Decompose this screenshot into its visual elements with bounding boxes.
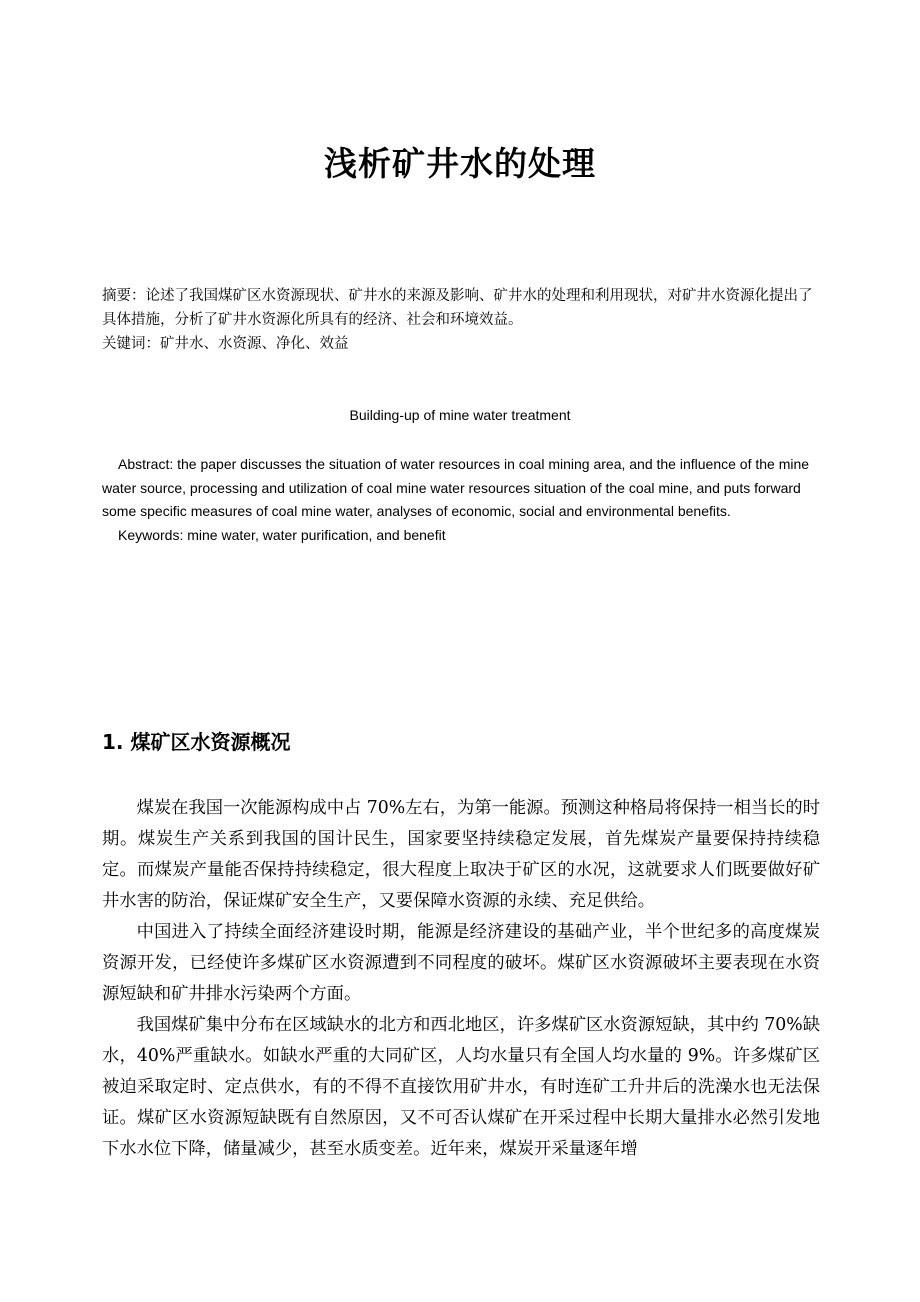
chinese-abstract-block bbox=[102, 284, 820, 356]
chinese-abstract-text: 摘要：论述了我国煤矿区水资源现状、矿井水的来源及影响、矿井水的处理和利用现状，对矿井水资源化提出了具体措施，分析了矿井水资源化所具有的经济、社会和环境效益。 bbox=[102, 288, 813, 328]
chinese-keywords-text: 关键词：矿井水、水资源、净化、效益 bbox=[102, 336, 349, 352]
body-paragraph: 我国煤矿集中分布在区域缺水的北方和西北地区，许多煤矿区水资源短缺，其中约 70%缺水，40%严重缺水。如缺水严重的大同矿区，人均水量只有全国人均水量的 9%。许多煤矿区被迫采取定时、定点供水，有的不得不直接饮用矿井水，有时连矿工升井后的洗澡水也无法保证。煤矿区水资源短缺既有自然原因，又不可否认煤矿在开采过程中长期大量排水必然引发地下水水位下降，储量减少，甚至水质变差。近年来，煤炭开采量逐年增 bbox=[102, 1015, 820, 1159]
english-title: Building-up of mine water treatment bbox=[349, 407, 571, 423]
body-paragraph: 中国进入了持续全面经济建设时期，能源是经济建设的基础产业，半个世纪多的高度煤炭资源开发，已经使许多煤矿区水资源遭到不同程度的破坏。煤矿区水资源破坏主要表现在水资源短缺和矿井排水污染两个方面。 bbox=[102, 922, 820, 1004]
english-abstract-text: Abstract: the paper discusses the situation of water resources in coal mining area, and the influence of the mine water source, processing and utilization of coal mine water resources situation of the coal mine, and puts forward some specific measures of coal mine water, analyses of economic, social and environmental benefits. bbox=[102, 456, 810, 519]
english-abstract-block bbox=[102, 453, 820, 547]
english-keywords-text: Keywords: mine water, water purification, and benefit bbox=[118, 526, 446, 543]
document-title: 浅析矿井水的处理 bbox=[324, 144, 596, 183]
body-paragraph: 煤炭在我国一次能源构成中占 70%左右，为第一能源。预测这种格局将保持一相当长的时期。煤炭生产关系到我国的国计民生，国家要坚持续稳定发展，首先煤炭产量要保持持续稳定。而煤炭产量能否保持持续稳定，很大程度上取决于矿区的水况，这就要求人们既要做好矿井水害的防治，保证煤矿安全生产，又要保障水资源的永续、充足供给。 bbox=[102, 798, 820, 911]
section-body bbox=[102, 793, 820, 1165]
section-heading: 1. 煤矿区水资源概况 bbox=[102, 730, 291, 754]
